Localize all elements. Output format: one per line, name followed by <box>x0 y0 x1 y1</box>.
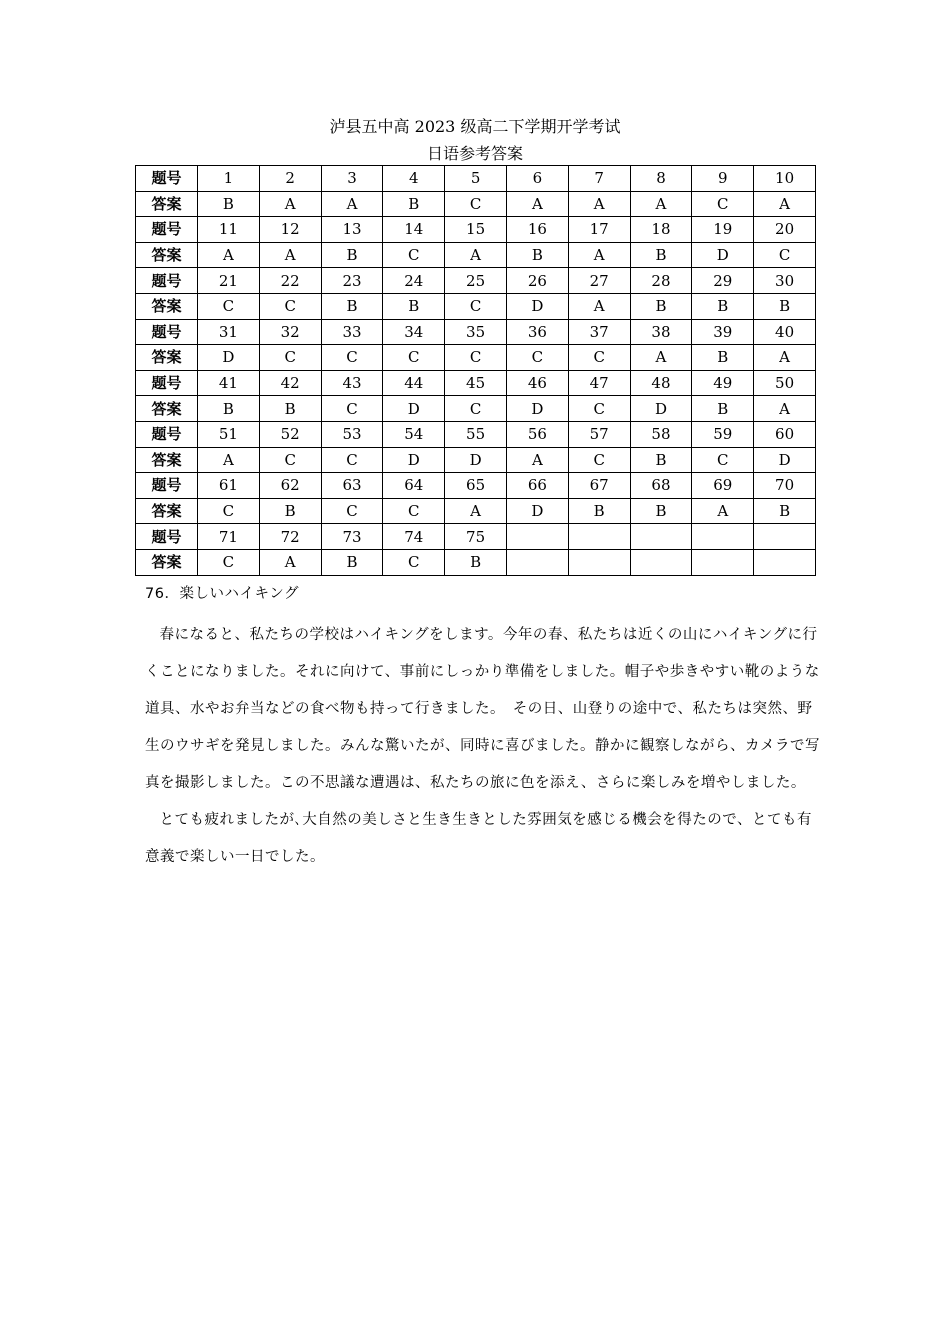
answer-cell: D <box>198 345 260 371</box>
essay-section <box>145 582 820 876</box>
answer-cell: C <box>445 396 507 422</box>
answer-row <box>136 345 816 371</box>
answer-cell: B <box>754 293 816 319</box>
answer-row <box>136 242 816 268</box>
answer-row <box>136 447 816 473</box>
answer-cell: A <box>321 191 383 217</box>
question-number-cell <box>630 524 692 550</box>
answer-cell: C <box>568 447 630 473</box>
answer-cell: C <box>259 293 321 319</box>
question-number-cell: 36 <box>506 319 568 345</box>
answer-cell <box>506 549 568 575</box>
question-number-cell: 10 <box>754 166 816 192</box>
answer-cell: A <box>259 549 321 575</box>
document-subtitle: 日语参考答案 <box>426 144 523 163</box>
question-number-cell: 28 <box>630 268 692 294</box>
answer-cell: B <box>506 242 568 268</box>
row-label: 答案 <box>136 191 198 217</box>
answer-cell: A <box>630 345 692 371</box>
answer-cell: A <box>754 396 816 422</box>
question-number-row <box>136 473 816 499</box>
row-label: 答案 <box>136 498 198 524</box>
question-number-row <box>136 319 816 345</box>
answer-cell: A <box>198 242 260 268</box>
question-number-cell: 45 <box>445 370 507 396</box>
answer-cell: D <box>383 447 445 473</box>
answer-cell: B <box>630 447 692 473</box>
answer-cell: B <box>198 396 260 422</box>
answer-cell: B <box>692 396 754 422</box>
question-number-cell: 22 <box>259 268 321 294</box>
question-number-cell: 14 <box>383 217 445 243</box>
answer-cell: B <box>445 549 507 575</box>
question-number-cell: 40 <box>754 319 816 345</box>
essay-paragraph: とても疲れましたが､大自然の美しさと生き生きとした雰囲気を感じる機会を得たので、とても有意義で楽しい一日でした。 <box>145 812 812 865</box>
question-number-cell: 3 <box>321 166 383 192</box>
question-number-cell: 44 <box>383 370 445 396</box>
answer-cell: A <box>259 191 321 217</box>
answer-cell: D <box>630 396 692 422</box>
answer-cell: A <box>754 191 816 217</box>
question-number-cell: 66 <box>506 473 568 499</box>
answer-cell: A <box>506 191 568 217</box>
question-number-cell: 32 <box>259 319 321 345</box>
question-number-cell: 15 <box>445 217 507 243</box>
answer-cell: C <box>321 345 383 371</box>
question-number-cell: 21 <box>198 268 260 294</box>
question-number-cell: 35 <box>445 319 507 345</box>
question-number-cell: 24 <box>383 268 445 294</box>
question-number-row <box>136 370 816 396</box>
question-number-cell: 9 <box>692 166 754 192</box>
question-number-cell: 8 <box>630 166 692 192</box>
question-number-cell: 75 <box>445 524 507 550</box>
question-number-cell: 70 <box>754 473 816 499</box>
answer-cell: C <box>383 242 445 268</box>
answer-row <box>136 191 816 217</box>
answer-cell: A <box>754 345 816 371</box>
answer-cell: D <box>754 447 816 473</box>
answer-cell <box>568 549 630 575</box>
row-label: 答案 <box>136 447 198 473</box>
question-number-cell: 4 <box>383 166 445 192</box>
answer-cell: C <box>506 345 568 371</box>
answer-cell: D <box>506 396 568 422</box>
question-number-cell: 46 <box>506 370 568 396</box>
answer-cell: A <box>630 191 692 217</box>
question-number-cell: 67 <box>568 473 630 499</box>
answer-cell: B <box>321 549 383 575</box>
answer-row <box>136 498 816 524</box>
answer-cell: A <box>506 447 568 473</box>
answer-cell: B <box>754 498 816 524</box>
answer-cell: D <box>383 396 445 422</box>
answer-cell: A <box>568 191 630 217</box>
answer-cell: C <box>321 447 383 473</box>
question-number-cell: 50 <box>754 370 816 396</box>
question-number-cell <box>568 524 630 550</box>
row-label: 答案 <box>136 396 198 422</box>
question-number-cell: 7 <box>568 166 630 192</box>
answer-cell: C <box>259 345 321 371</box>
question-number-cell: 33 <box>321 319 383 345</box>
answer-cell: C <box>568 396 630 422</box>
question-number-cell: 51 <box>198 421 260 447</box>
question-number-cell <box>692 524 754 550</box>
answer-cell: B <box>198 191 260 217</box>
question-number-cell <box>506 524 568 550</box>
answer-cell: D <box>506 498 568 524</box>
question-number-cell: 64 <box>383 473 445 499</box>
question-number-cell: 31 <box>198 319 260 345</box>
question-number-row <box>136 217 816 243</box>
answer-cell: A <box>692 498 754 524</box>
question-number-cell: 29 <box>692 268 754 294</box>
answer-row <box>136 293 816 319</box>
question-number-cell: 12 <box>259 217 321 243</box>
question-number-row <box>136 166 816 192</box>
answer-cell: C <box>445 293 507 319</box>
question-number-cell: 2 <box>259 166 321 192</box>
question-number-cell: 58 <box>630 421 692 447</box>
answer-cell: C <box>198 498 260 524</box>
question-number-cell: 65 <box>445 473 507 499</box>
question-number-cell: 37 <box>568 319 630 345</box>
answer-cell: B <box>568 498 630 524</box>
answer-cell: C <box>321 396 383 422</box>
question-number-cell: 60 <box>754 421 816 447</box>
essay-paragraph: 春になると、私たちの学校はハイキングをします。今年の春、私たちは近くの山にハイキングに行くことになりました。それに向けて、事前にしっかり準備をしました。帽子や歩きやすい靴のような道具、水やお弁当などの食べ物も持って行きました。 その日、山登りの途中で、私たちは突然、野生のウサギを発見しました。みんな驚いたが、同時に喜びました。静かに観察しながら、カメラで写真を撮影しました。この不思議な遭遇は、私たちの旅に色を添え、さらに楽しみを増やしました。 <box>145 627 820 791</box>
answer-cell: B <box>259 396 321 422</box>
answer-cell: D <box>445 447 507 473</box>
answer-cell: C <box>568 345 630 371</box>
question-number-cell: 11 <box>198 217 260 243</box>
question-number-cell: 25 <box>445 268 507 294</box>
answer-cell: B <box>692 293 754 319</box>
answer-cell <box>630 549 692 575</box>
question-number-cell: 6 <box>506 166 568 192</box>
answer-cell: C <box>754 242 816 268</box>
question-number-row <box>136 524 816 550</box>
question-number-cell: 68 <box>630 473 692 499</box>
question-number-cell: 57 <box>568 421 630 447</box>
row-label: 题号 <box>136 268 198 294</box>
answer-cell: C <box>692 447 754 473</box>
row-label: 答案 <box>136 549 198 575</box>
answer-row <box>136 549 816 575</box>
question-number-cell: 23 <box>321 268 383 294</box>
answer-cell: C <box>445 345 507 371</box>
question-number-cell: 39 <box>692 319 754 345</box>
answer-cell: B <box>383 191 445 217</box>
question-number-cell: 16 <box>506 217 568 243</box>
answer-cell: A <box>445 498 507 524</box>
row-label: 题号 <box>136 421 198 447</box>
question-number-cell: 38 <box>630 319 692 345</box>
answer-cell: C <box>198 293 260 319</box>
question-number-cell: 1 <box>198 166 260 192</box>
question-number-cell: 19 <box>692 217 754 243</box>
answer-cell: A <box>445 242 507 268</box>
answer-cell: C <box>198 549 260 575</box>
question-number-cell: 41 <box>198 370 260 396</box>
question-number-cell: 55 <box>445 421 507 447</box>
question-number-cell: 59 <box>692 421 754 447</box>
question-number-cell: 53 <box>321 421 383 447</box>
question-number-cell: 20 <box>754 217 816 243</box>
question-number-row <box>136 268 816 294</box>
answer-cell: D <box>506 293 568 319</box>
essay-heading: 76．楽しいハイキング <box>145 586 300 602</box>
answer-cell: A <box>198 447 260 473</box>
answer-cell: B <box>383 293 445 319</box>
question-number-cell: 47 <box>568 370 630 396</box>
question-number-cell: 49 <box>692 370 754 396</box>
answer-cell: B <box>630 242 692 268</box>
question-number-cell: 72 <box>259 524 321 550</box>
question-number-cell: 52 <box>259 421 321 447</box>
question-number-cell: 30 <box>754 268 816 294</box>
row-label: 题号 <box>136 370 198 396</box>
question-number-cell: 48 <box>630 370 692 396</box>
question-number-cell: 17 <box>568 217 630 243</box>
question-number-cell: 13 <box>321 217 383 243</box>
answer-cell: B <box>692 345 754 371</box>
question-number-cell: 62 <box>259 473 321 499</box>
question-number-cell: 43 <box>321 370 383 396</box>
row-label: 题号 <box>136 473 198 499</box>
question-number-cell: 18 <box>630 217 692 243</box>
answer-cell: C <box>383 549 445 575</box>
row-label: 答案 <box>136 293 198 319</box>
answer-cell: C <box>692 191 754 217</box>
question-number-cell: 61 <box>198 473 260 499</box>
answer-cell: C <box>321 498 383 524</box>
answer-cell: B <box>630 498 692 524</box>
row-label: 题号 <box>136 524 198 550</box>
answer-row <box>136 396 816 422</box>
row-label: 答案 <box>136 345 198 371</box>
question-number-cell: 73 <box>321 524 383 550</box>
answer-cell: C <box>445 191 507 217</box>
question-number-cell: 71 <box>198 524 260 550</box>
answer-cell: C <box>259 447 321 473</box>
question-number-cell: 56 <box>506 421 568 447</box>
question-number-cell: 27 <box>568 268 630 294</box>
question-number-row <box>136 421 816 447</box>
question-number-cell: 63 <box>321 473 383 499</box>
question-number-cell: 34 <box>383 319 445 345</box>
answer-cell: A <box>568 242 630 268</box>
answer-cell <box>692 549 754 575</box>
row-label: 题号 <box>136 217 198 243</box>
answer-cell: B <box>630 293 692 319</box>
answer-cell: A <box>259 242 321 268</box>
row-label: 题号 <box>136 166 198 192</box>
answer-cell: C <box>383 345 445 371</box>
answer-cell: D <box>692 242 754 268</box>
question-number-cell: 26 <box>506 268 568 294</box>
answer-cell <box>754 549 816 575</box>
answer-cell: B <box>321 293 383 319</box>
document-title: 泸县五中高 2023 级高二下学期开学考试 <box>329 117 621 136</box>
answer-cell: B <box>259 498 321 524</box>
question-number-cell: 54 <box>383 421 445 447</box>
row-label: 题号 <box>136 319 198 345</box>
question-number-cell: 74 <box>383 524 445 550</box>
answer-table <box>135 165 816 576</box>
question-number-cell: 42 <box>259 370 321 396</box>
answer-cell: B <box>321 242 383 268</box>
row-label: 答案 <box>136 242 198 268</box>
answer-cell: A <box>568 293 630 319</box>
question-number-cell: 5 <box>445 166 507 192</box>
answer-cell: C <box>383 498 445 524</box>
question-number-cell: 69 <box>692 473 754 499</box>
question-number-cell <box>754 524 816 550</box>
